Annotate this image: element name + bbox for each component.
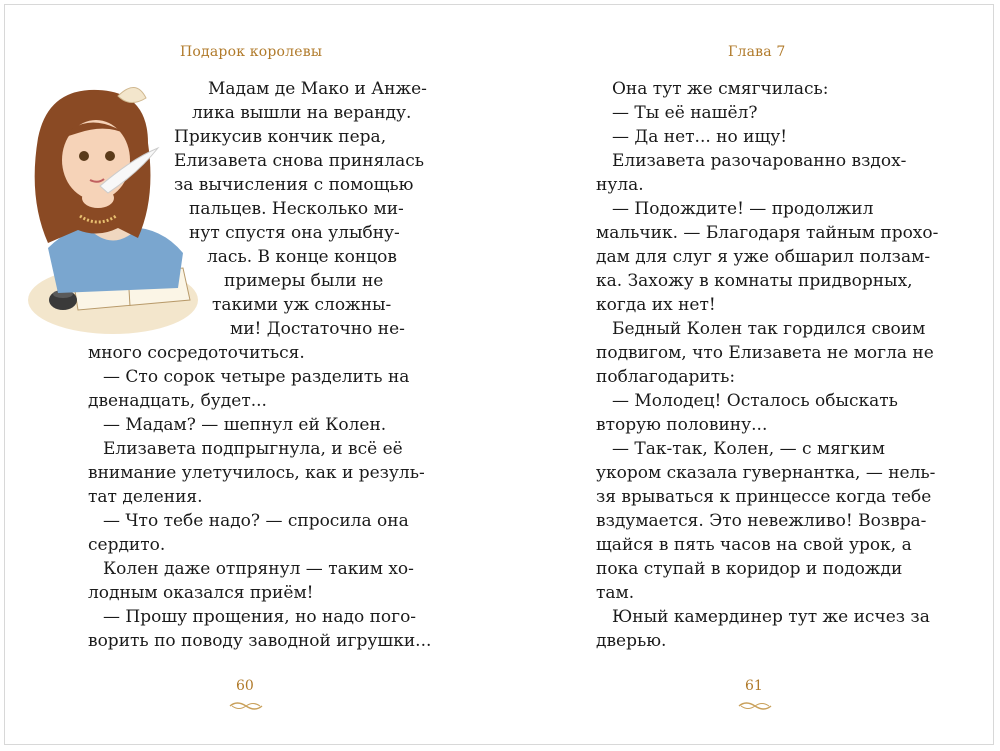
text-line: лика вышли на веранду. bbox=[192, 103, 412, 123]
girl-writing-illustration-icon bbox=[18, 78, 198, 340]
text-line: тат деления. bbox=[88, 487, 203, 507]
text-line: — Мадам? — шепнул ей Колен. bbox=[103, 415, 387, 435]
page-number-right: 61 bbox=[745, 678, 763, 694]
text-line: Прикусив кончик пера, bbox=[174, 127, 387, 147]
text-line: зя врываться к принцессе когда тебе bbox=[596, 487, 932, 507]
text-line: лась. В конце концов bbox=[207, 247, 397, 267]
text-line: много сосредоточиться. bbox=[88, 343, 305, 363]
flourish-ornament-icon bbox=[228, 700, 264, 712]
text-line: Колен даже отпрянул — таким хо- bbox=[103, 559, 414, 579]
text-line: там. bbox=[596, 583, 635, 603]
text-line: — Да нет... но ищу! bbox=[612, 127, 788, 147]
text-line: щайся в пять часов на свой урок, а bbox=[596, 535, 912, 555]
text-line: вторую половину... bbox=[596, 415, 768, 435]
text-line: — Молодец! Осталось обыскать bbox=[612, 391, 898, 411]
text-line: нут спустя она улыбну- bbox=[189, 223, 400, 243]
text-line: Елизавета подпрыгнула, и всё её bbox=[103, 439, 403, 459]
text-line: Мадам де Мако и Анже- bbox=[208, 79, 427, 99]
text-line: подвигом, что Елизавета не могла не bbox=[596, 343, 934, 363]
text-line: укором сказала гувернантка, — нель- bbox=[596, 463, 936, 483]
text-line: мальчик. — Благодаря тайным прохо- bbox=[596, 223, 939, 243]
text-line: дам для слуг я уже обшарил ползам- bbox=[596, 247, 931, 267]
text-line: Бедный Колен так гордился своим bbox=[612, 319, 926, 339]
text-line: — Что тебе надо? — спросила она bbox=[103, 511, 409, 531]
text-line: Елизавета разочарованно вздох- bbox=[612, 151, 907, 171]
text-line: пока ступай в коридор и подожди bbox=[596, 559, 903, 579]
text-line: лодным оказался приём! bbox=[88, 583, 314, 603]
text-line: двенадцать, будет... bbox=[88, 391, 267, 411]
text-line: за вычисления с помощью bbox=[174, 175, 414, 195]
text-line: ми! Достаточно не- bbox=[230, 319, 405, 339]
text-line: ворить по поводу заводной игрушки... bbox=[88, 631, 432, 651]
text-line: ка. Захожу в комнаты придворных, bbox=[596, 271, 913, 291]
text-line: внимание улетучилось, как и резуль- bbox=[88, 463, 425, 483]
text-line: пальцев. Несколько ми- bbox=[189, 199, 404, 219]
text-line: поблагодарить: bbox=[596, 367, 736, 387]
text-line: Елизавета снова принялась bbox=[174, 151, 425, 171]
text-line: дверью. bbox=[596, 631, 667, 651]
text-line: — Сто сорок четыре разделить на bbox=[103, 367, 410, 387]
text-line: такими уж сложны- bbox=[212, 295, 392, 315]
text-line: примеры были не bbox=[224, 271, 384, 291]
text-line: — Ты её нашёл? bbox=[612, 103, 758, 123]
text-line: — Прошу прощения, но надо пого- bbox=[103, 607, 417, 627]
text-line: вздумается. Это невежливо! Возвра- bbox=[596, 511, 927, 531]
text-line: — Так-так, Колен, — с мягким bbox=[612, 439, 885, 459]
flourish-ornament-icon bbox=[737, 700, 773, 712]
text-line: нула. bbox=[596, 175, 644, 195]
text-line: — Подождите! — продолжил bbox=[612, 199, 874, 219]
running-header-left: Подарок королевы bbox=[180, 44, 323, 60]
page-number-left: 60 bbox=[236, 678, 254, 694]
text-line: когда их нет! bbox=[596, 295, 716, 315]
running-header-right: Глава 7 bbox=[728, 44, 786, 60]
text-line: Она тут же смягчилась: bbox=[612, 79, 829, 99]
text-line: Юный камердинер тут же исчез за bbox=[612, 607, 930, 627]
text-line: сердито. bbox=[88, 535, 166, 555]
